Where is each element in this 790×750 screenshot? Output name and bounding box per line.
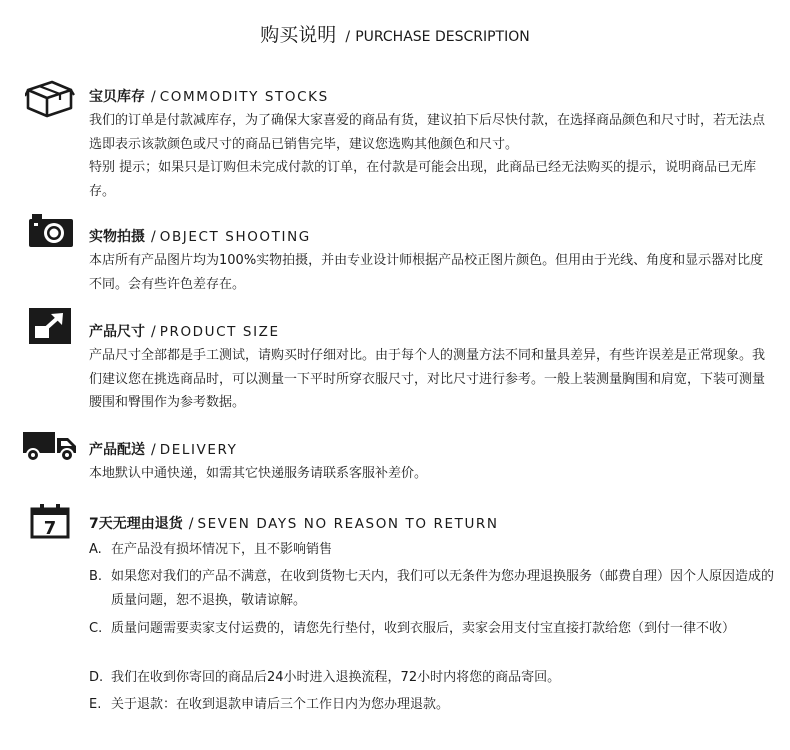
title-separator: / [151, 442, 156, 458]
section-title-en: SEVEN DAYS NO REASON TO RETURN [197, 516, 499, 532]
list-item-text: 关于退款：在收到退款申请后三个工作日内为您办理退款。 [111, 697, 450, 712]
section-title-en: OBJECT SHOOTING [159, 229, 311, 245]
section-title-zh: 7天无理由退货 [89, 516, 183, 532]
title-separator: / [188, 516, 194, 532]
title-separator: / [151, 229, 156, 245]
list-item-text: 如果您对我们的产品不满意，在收到货物七天内，我们可以无条件为您办理退换服务（邮费自理）因个人原因造成的质量问题，恕不退换，敬请谅解。 [111, 569, 775, 608]
section-title-zh: 宝贝库存 [89, 89, 145, 105]
paragraph: 本地默认中通快递，如需其它快递服务请联系客服补差价。 [89, 466, 428, 481]
list-marker: A. [89, 542, 102, 557]
section-title [89, 321, 280, 341]
list-marker: B. [89, 569, 103, 584]
page-title-en: PURCHASE DESCRIPTION [355, 29, 530, 45]
list-item-text: 在产品没有损坏情况下，且不影响销售 [111, 542, 333, 557]
page-title-zh: 购买说明 [260, 24, 337, 46]
list-item [89, 565, 779, 612]
section-title-zh: 实物拍摄 [89, 229, 145, 245]
list-item [89, 617, 779, 641]
section-title-zh: 产品尺寸 [89, 324, 145, 340]
page-header [0, 20, 790, 47]
section-title [89, 226, 311, 246]
list-marker: E. [89, 697, 102, 712]
section-title [89, 513, 499, 533]
section-body [89, 462, 769, 486]
section-title-zh: 产品配送 [89, 442, 145, 458]
section-title [89, 86, 329, 106]
title-separator: / [151, 324, 156, 340]
title-separator: / [345, 29, 351, 45]
section-body [89, 109, 769, 203]
paragraph: 本店所有产品图片均为100%实物拍摄，并由专业设计师根据产品校正图片颜色。但用由于光线、角度和显示器对比度不同。会有些许色差存在。 [89, 253, 764, 292]
list-marker: D. [89, 670, 104, 685]
section-title-en: PRODUCT SIZE [159, 324, 280, 340]
section-body [89, 249, 769, 296]
list-item [89, 693, 779, 717]
resize-icon [29, 308, 71, 344]
paragraph: 特别 提示；如果只是订购但未完成付款的订单，在付款是可能会出现，此商品已经无法购买的提示，说明商品已无库存。 [89, 160, 757, 199]
list-item-text: 我们在收到你寄回的商品后24小时进入退换流程，72小时内将您的商品寄回。 [111, 670, 561, 685]
calendar-day-number: 7 [43, 518, 57, 539]
section-title [89, 439, 237, 459]
box-icon [25, 78, 75, 118]
list-item-text: 质量问题需要卖家支付运费的，请您先行垫付，收到衣服后，卖家会用支付宝直接打款给您（到付一律不收） [111, 621, 736, 636]
truck-icon [23, 430, 77, 462]
paragraph: 我们的订单是付款减库存，为了确保大家喜爱的商品有货，建议拍下后尽快付款，在选择商品颜色和尺寸时，若无法点选即表示该款颜色或尺寸的商品已销售完毕，建议您选购其他颜色和尺寸。 [89, 113, 766, 152]
list-item [89, 538, 779, 562]
section-title-en: DELIVERY [159, 442, 238, 458]
camera-icon [28, 214, 74, 248]
list-marker: C. [89, 621, 103, 636]
paragraph: 产品尺寸全部都是手工测试，请购买时仔细对比。由于每个人的测量方法不同和量具差异，有些许误差是正常现象。我们建议您在挑选商品时，可以测量一下平时所穿衣服尺寸，对比尺寸进行参考。一般上装测量胸围和肩宽，下装可测量腰围和臀围作为参考数据。 [89, 348, 766, 410]
list-item [89, 666, 779, 690]
title-separator: / [151, 89, 156, 105]
section-body [89, 344, 769, 415]
calendar-7-icon [30, 503, 70, 539]
section-title-en: COMMODITY STOCKS [159, 89, 329, 105]
